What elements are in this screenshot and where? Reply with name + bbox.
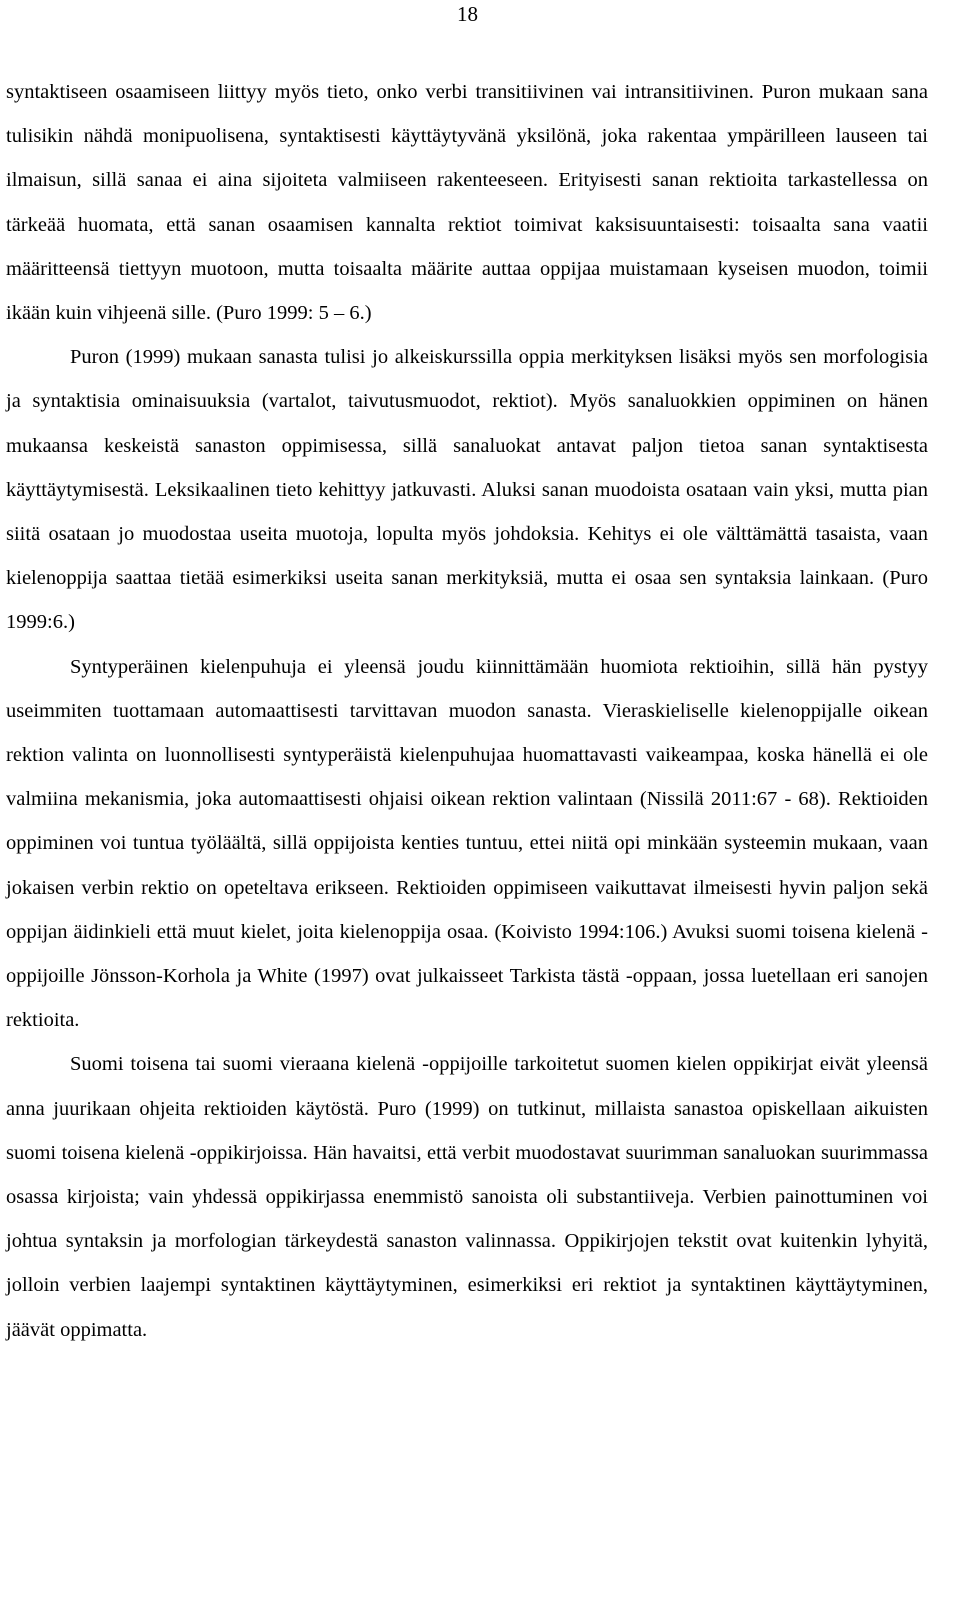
page-number: 18: [457, 2, 478, 26]
paragraph: Suomi toisena tai suomi vieraana kielenä -oppijoille tarkoitetut suomen kielen oppikirjat eivät yleensä anna juurikaan ohjeita rektioiden käytöstä. Puro (1999) on tutkinut, millaista sanastoa opiskellaan aikuisten suomi toisena kielenä -oppikirjoissa. Hän havaitsi, että verbit muodostavat suurimman sanaluokan suurimmassa osassa kirjoista; vain yhdessä oppikirjassa enemmistö sanoista oli substantiiveja. Verbien painottuminen voi johtua syntaksin ja morfologian tärkeydestä sanaston valinnassa. Oppikirjojen tekstit ovat kuitenkin lyhyitä, jolloin verbien laajempi syntaktinen käyttäytyminen, esimerkiksi eri rektiot ja syntaktinen käyttäytyminen, jäävät oppimatta.: [6, 1053, 928, 1341]
document-body: [6, 70, 928, 1352]
paragraph: Syntyperäinen kielenpuhuja ei yleensä joudu kiinnittämään huomiota rektioihin, sillä hän pystyy useimmiten tuottamaan automaattisesti tarvittavan muodon sanasta. Vieraskieliselle kielenoppijalle oikean rektion valinta on luonnollisesti syntyperäistä kielenpuhujaa huomattavasti vaikeampaa, koska hänellä ei ole valmiina mekanismia, joka automaattisesti ohjaisi oikean rektion valintaan (Nissilä 2011:67 - 68). Rektioiden oppiminen voi tuntua työläältä, sillä oppijoista kenties tuntuu, ettei niitä opi minkään systeemin mukaan, vaan jokaisen verbin rektio on opeteltava erikseen. Rektioiden oppimiseen vaikuttavat ilmeisesti hyvin paljon sekä oppijan äidinkieli että muut kielet, joita kielenoppija osaa. (Koivisto 1994:106.) Avuksi suomi toisena kielenä -oppijoille Jönsson-Korhola ja White (1997) ovat julkaisseet Tarkista tästä -oppaan, jossa luetellaan eri sanojen rektioita.: [6, 655, 928, 1032]
paragraph: Puron (1999) mukaan sanasta tulisi jo alkeiskurssilla oppia merkityksen lisäksi myös sen morfologisia ja syntaktisia ominaisuuksia (vartalot, taivutusmuodot, rektiot). Myös sanaluokkien oppiminen on hänen mukaansa keskeistä sanaston oppimisessa, sillä sanaluokat antavat paljon tietoa sanan syntaktisesta käyttäytymisestä. Leksikaalinen tieto kehittyy jatkuvasti. Aluksi sanan muodoista osataan vain yksi, mutta pian siitä osataan jo muodostaa useita muotoja, lopulta myös johdoksia. Kehitys ei ole välttämättä tasaista, vaan kielenoppija saattaa tietää esimerkiksi useita sanan merkityksiä, mutta ei osaa sen syntaksia lainkaan. (Puro 1999:6.): [6, 346, 928, 634]
paragraph: syntaktiseen osaamiseen liittyy myös tieto, onko verbi transitiivinen vai intransitiivinen. Puron mukaan sana tulisikin nähdä monipuolisena, syntaktisesti käyttäytyvänä yksilönä, joka rakentaa ympärilleen lauseen tai ilmaisun, sillä sanaa ei aina sijoiteta valmiiseen rakenteeseen. Erityisesti sanan rektioita tarkastellessa on tärkeää huomata, että sanan osaamisen kannalta rektiot toimivat kaksisuuntaisesti: toisaalta sana vaatii määritteensä tiettyyn muotoon, mutta toisaalta määrite auttaa oppijaa muistamaan kyseisen muodon, toimii ikään kuin vihjeenä sille. (Puro 1999: 5 – 6.): [6, 81, 928, 325]
